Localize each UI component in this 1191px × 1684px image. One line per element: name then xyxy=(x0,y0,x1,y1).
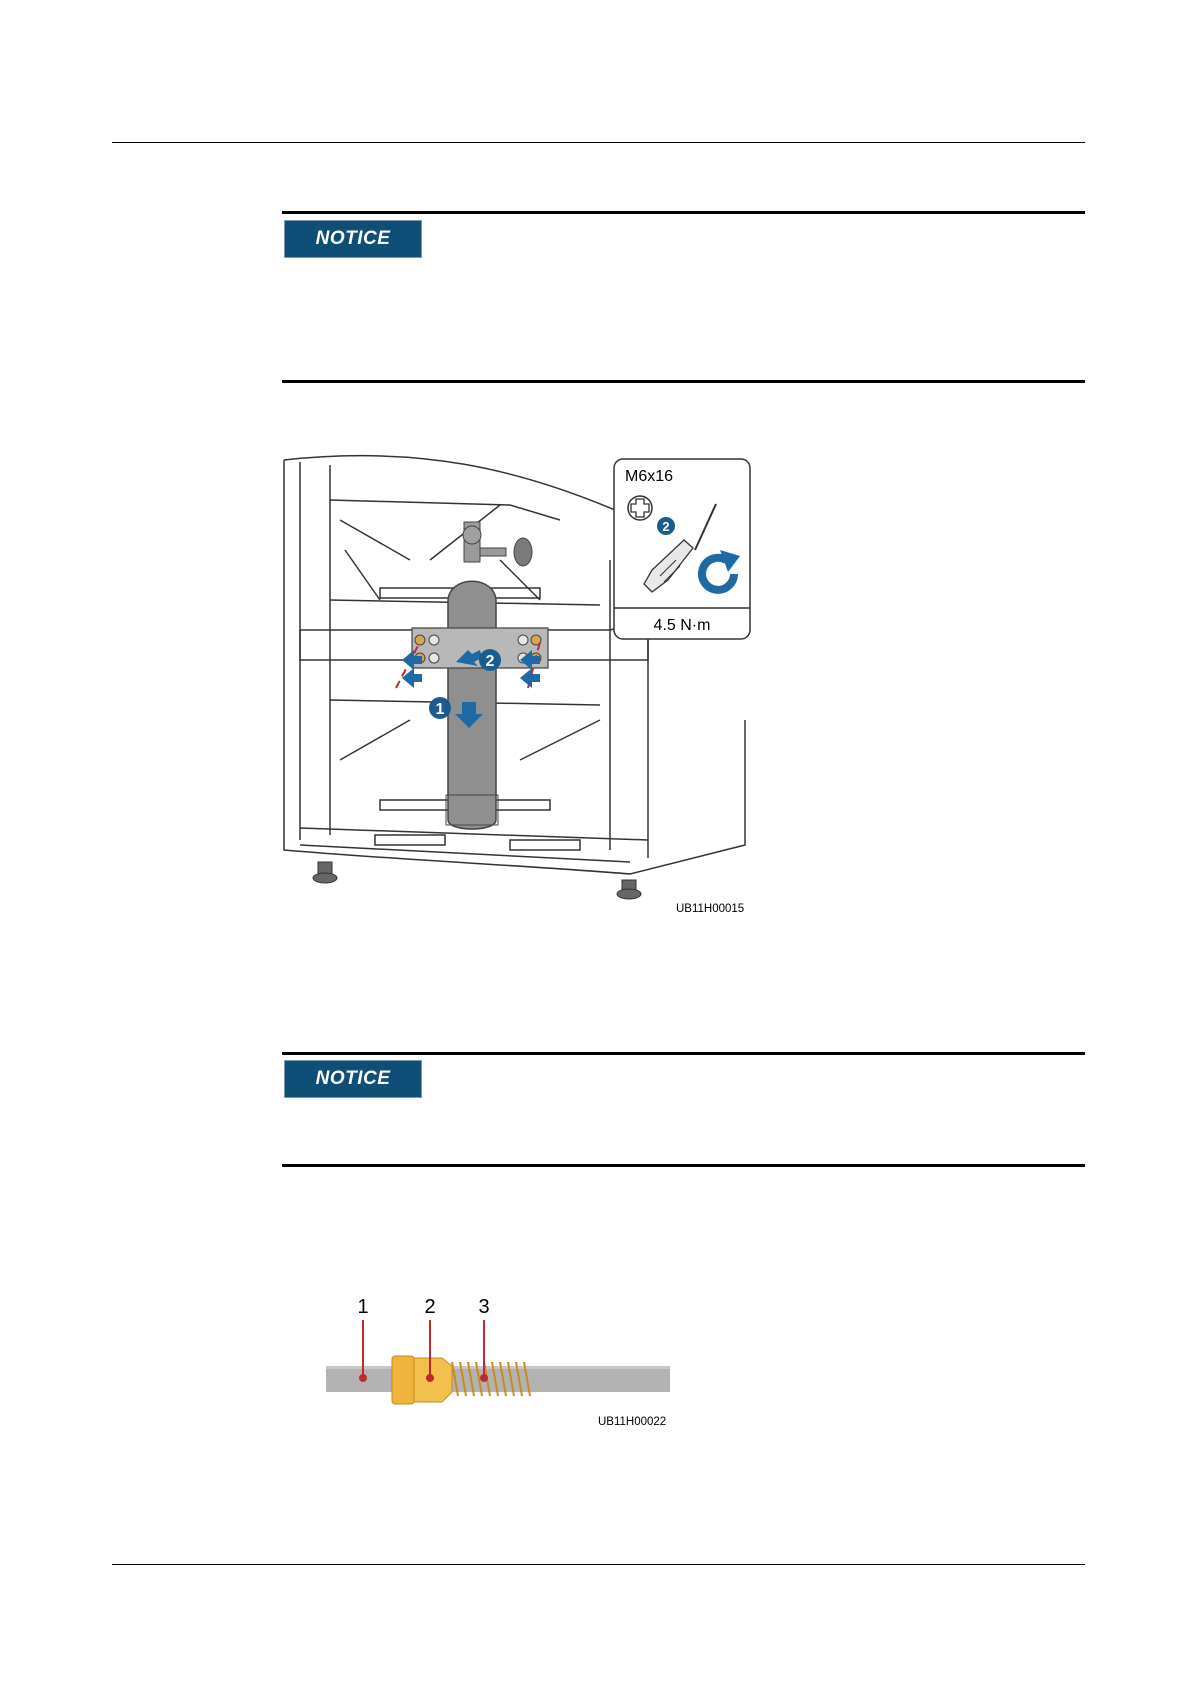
pipe xyxy=(326,1366,670,1392)
torque-text: 4.5 N·m xyxy=(653,617,711,634)
step-badge-2 xyxy=(479,649,501,671)
step-badge-1 xyxy=(429,697,451,719)
pipe-fitting-figure xyxy=(0,1280,1191,1480)
fitting-nut xyxy=(392,1356,452,1404)
step-2-label: 2 xyxy=(485,653,495,670)
figure-code: UB11H00015 xyxy=(676,903,745,915)
callout-2: 2 xyxy=(424,1296,436,1318)
notice-badge: NOTICE xyxy=(284,220,422,258)
footer-rule xyxy=(112,1564,1085,1565)
figure-code: UB11H00022 xyxy=(598,1416,667,1428)
notice-top-rule xyxy=(282,1052,1085,1055)
svg-text:2: 2 xyxy=(662,519,670,534)
notice-bottom-rule xyxy=(282,1164,1085,1167)
screw-spec-text: M6x16 xyxy=(625,468,674,485)
callout-3: 3 xyxy=(478,1296,490,1318)
cabinet-feet xyxy=(313,862,641,899)
notice-badge: NOTICE xyxy=(284,1060,422,1098)
gas-cylinder xyxy=(446,522,532,829)
inset-step-badge xyxy=(657,517,675,535)
callout-1: 1 xyxy=(357,1296,369,1318)
screw-spec-inset xyxy=(614,459,750,639)
phillips-icon xyxy=(628,496,652,520)
step-1-label: 1 xyxy=(435,701,445,718)
